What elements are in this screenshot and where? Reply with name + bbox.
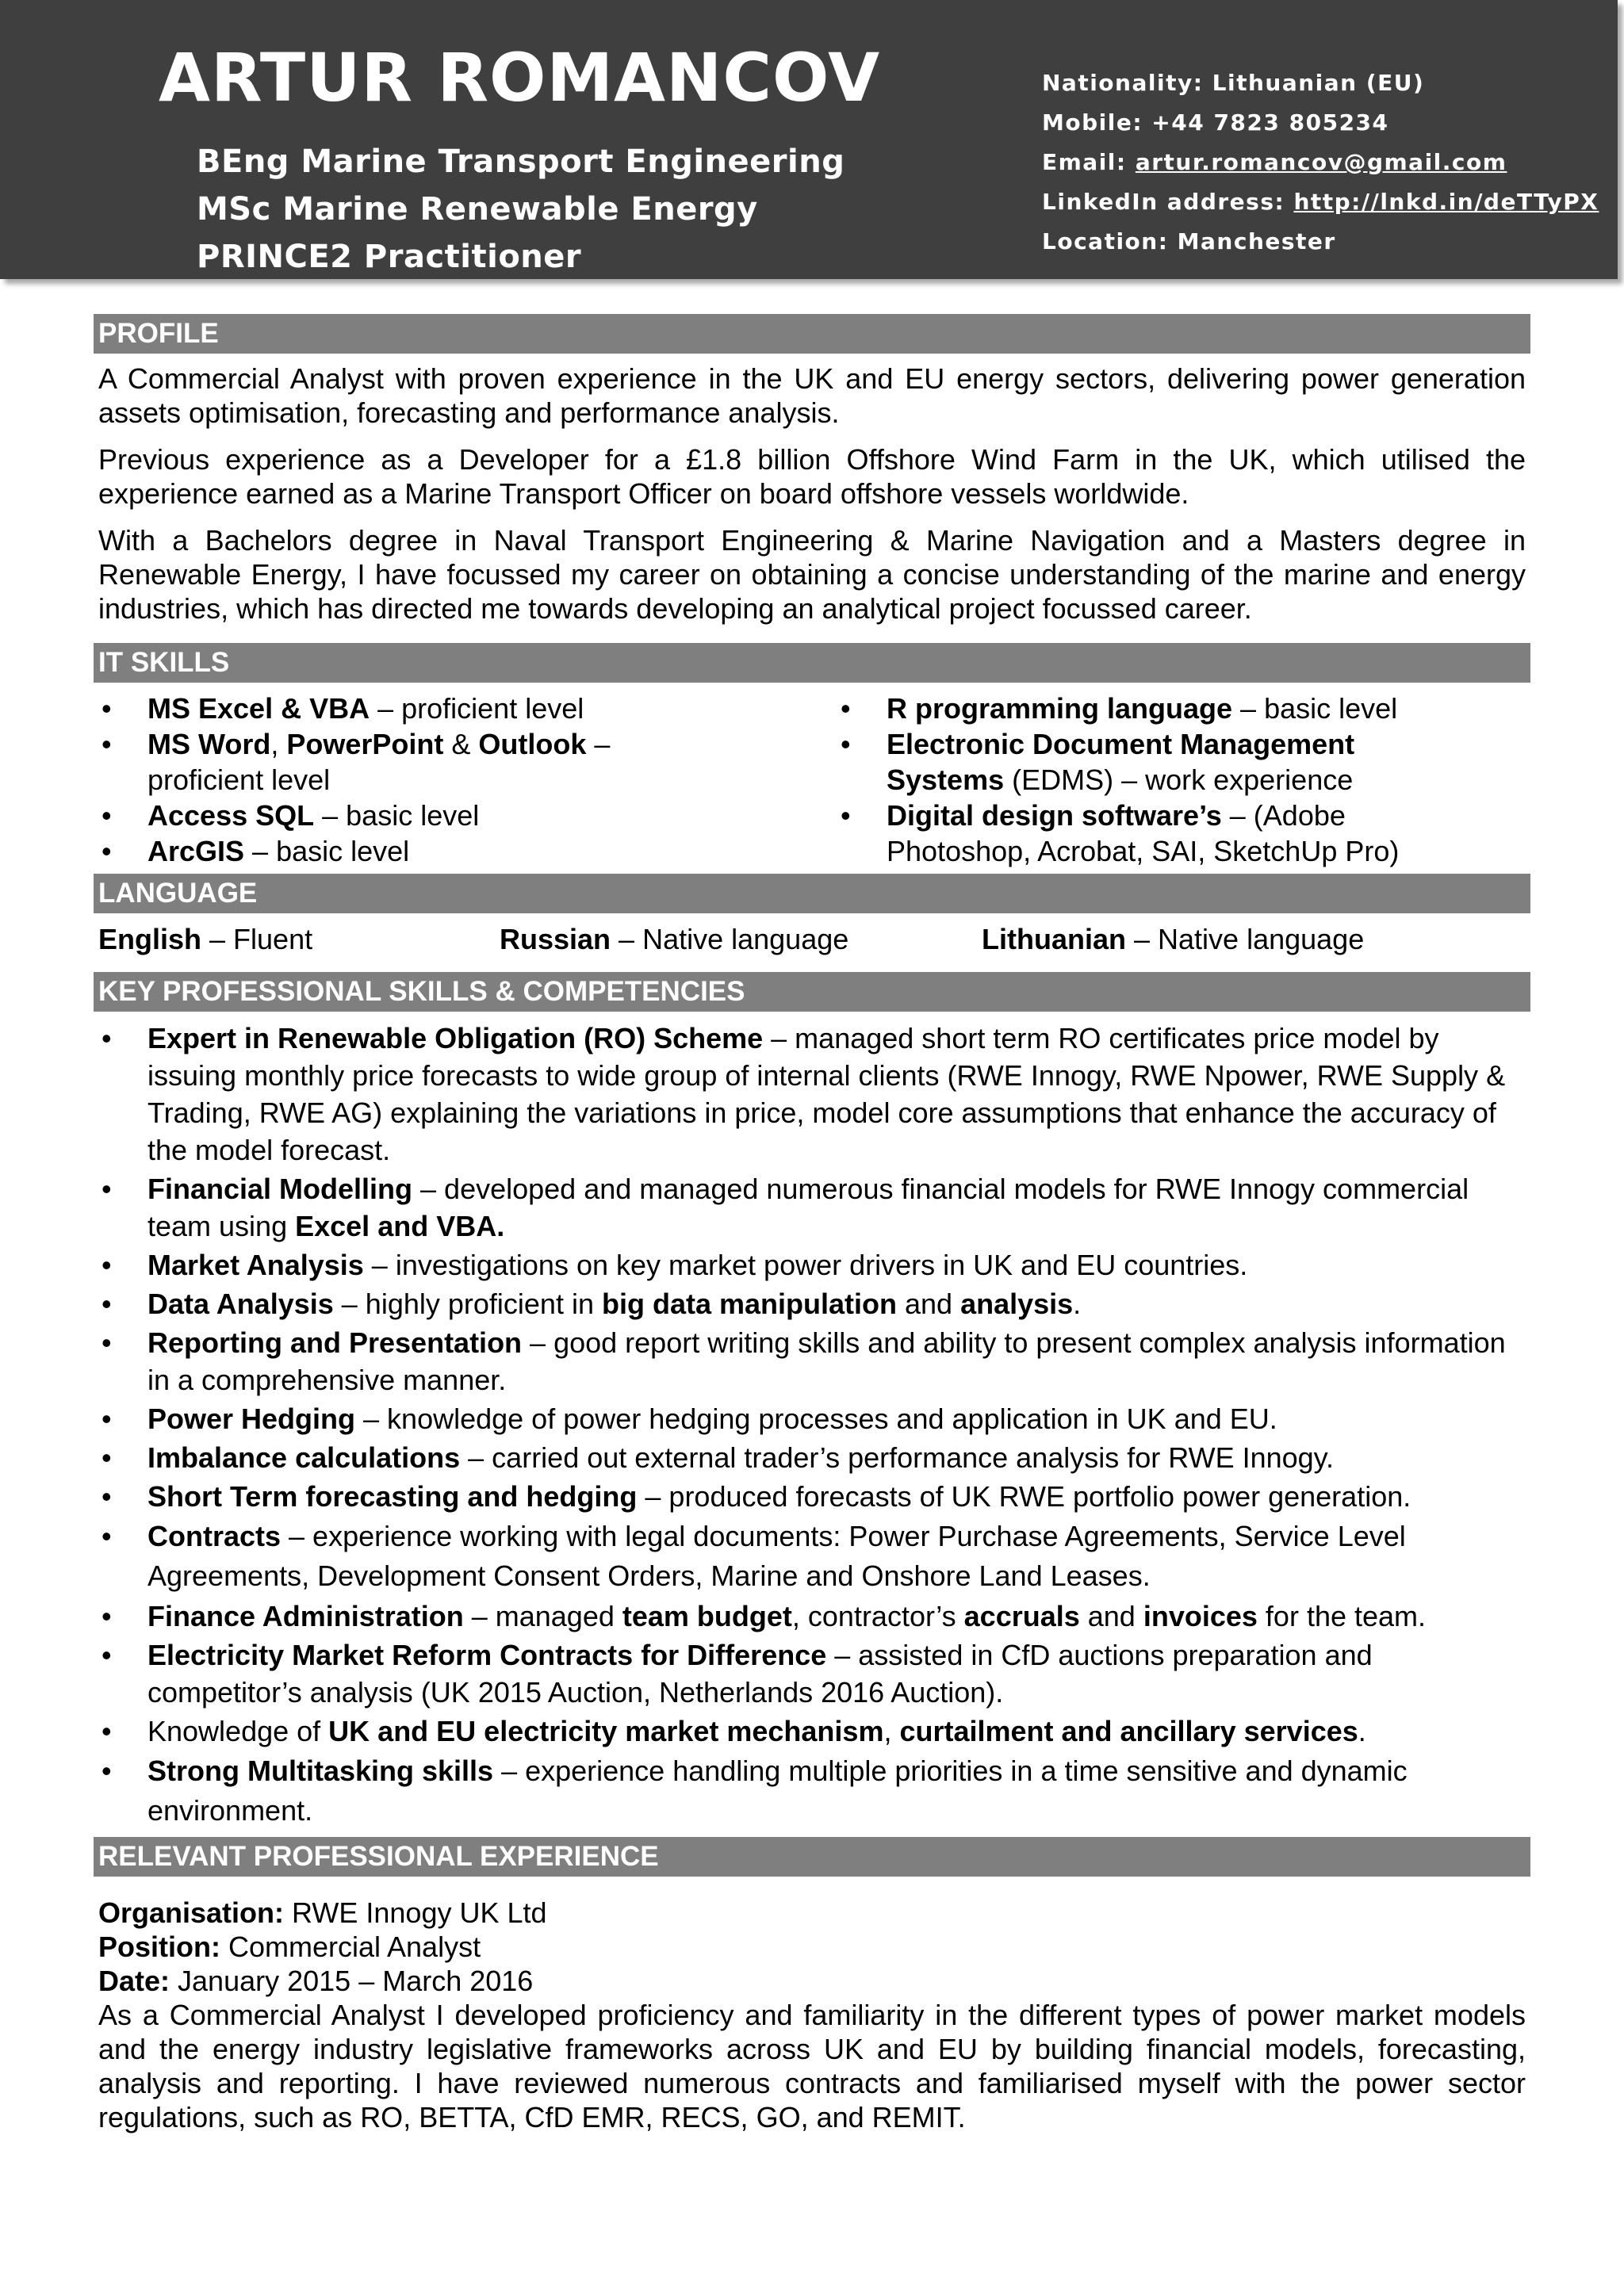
- list-item: • ArcGIS – basic level: [94, 833, 791, 869]
- list-item: • Digital design software’s – (Adobe Photoshop, Acrobat, SAI, SketchUp Pro): [833, 798, 1530, 869]
- header-banner: [0, 0, 1618, 279]
- list-item: • Electronic Document Management Systems (EDMS) – work experience: [833, 726, 1530, 798]
- list-item: • R programming language – basic level: [833, 691, 1530, 726]
- list-item: • Knowledge of UK and EU electricity market mechanism, curtailment and ancillary services.: [94, 1712, 1530, 1750]
- section-skills-heading: KEY PROFESSIONAL SKILLS & COMPETENCIES: [94, 972, 1530, 1012]
- location: Location: Manchester: [1042, 228, 1336, 254]
- qualification-prince2: PRINCE2 Practitioner: [197, 239, 582, 275]
- experience-position: Position: Commercial Analyst: [98, 1931, 481, 1963]
- language-lithuanian: Lithuanian – Native language: [982, 923, 1365, 955]
- list-item: • Market Analysis – investigations on key market power drivers in UK and EU countries.: [94, 1246, 1530, 1284]
- list-item: • MS Excel & VBA – proficient level: [94, 691, 791, 726]
- mobile: Mobile: +44 7823 805234: [1042, 109, 1389, 136]
- list-item: • Contracts – experience working with legal documents: Power Purchase Agreements, Service Level Agreements, Development Consent Orders, Marine and Onshore Land Leases.: [94, 1517, 1530, 1596]
- profile-paragraph: Previous experience as a Developer for a £1.8 billion Offshore Wind Farm in the UK, which utilised the experience earned as a Marine Transport Officer on board offshore vessels worldwide.: [98, 443, 1526, 510]
- list-item: • Short Term forecasting and hedging – produced forecasts of UK RWE portfolio power generation.: [94, 1478, 1530, 1515]
- section-it-skills-heading: IT SKILLS: [94, 643, 1530, 683]
- experience-date: Date: January 2015 – March 2016: [98, 1965, 534, 1997]
- language-russian: Russian – Native language: [500, 923, 849, 955]
- section-language-heading: LANGUAGE: [94, 874, 1530, 913]
- list-item: • MS Word, PowerPoint & Outlook – proficient level: [94, 726, 791, 798]
- list-item: • Imbalance calculations – carried out external trader’s performance analysis for RWE Innogy.: [94, 1439, 1530, 1476]
- list-item: • Strong Multitasking skills – experience handling multiple priorities in a time sensitive and dynamic environment.: [94, 1751, 1530, 1831]
- linkedin-link[interactable]: http://lnkd.in/deTTyPX: [1293, 189, 1599, 215]
- section-experience-heading: RELEVANT PROFESSIONAL EXPERIENCE: [94, 1837, 1530, 1877]
- email-line: [1042, 143, 1599, 182]
- experience-organisation: Organisation: RWE Innogy UK Ltd: [98, 1896, 547, 1929]
- list-item: • Electricity Market Reform Contracts for Difference – assisted in CfD auctions preparation and competitor’s analysis (UK 2015 Auction, Netherlands 2016 Auction).: [94, 1636, 1530, 1711]
- nationality: Nationality: Lithuanian (EU): [1042, 70, 1425, 96]
- it-skills-left-column: [94, 691, 791, 869]
- language-english: English – Fluent: [98, 923, 313, 955]
- list-item: • Access SQL – basic level: [94, 798, 791, 833]
- qualifications: [197, 138, 845, 281]
- list-item: • Financial Modelling – developed and managed numerous financial models for RWE Innogy commercial team using Excel and VBA.: [94, 1170, 1530, 1245]
- resume-body: [94, 314, 1530, 2147]
- contact-details: [1042, 63, 1599, 262]
- list-item: • Data Analysis – highly proficient in big data manipulation and analysis.: [94, 1285, 1530, 1322]
- list-item: • Power Hedging – knowledge of power hedging processes and application in UK and EU.: [94, 1400, 1530, 1437]
- experience-description: As a Commercial Analyst I developed proficiency and familiarity in the different types of power market models and the energy industry legislative frameworks across UK and EU by building financial models, forecasting, analysis and reporting. I have reviewed numerous contracts and familiarised myself with the power sector regulations, such as RO, BETTA, CfD EMR, RECS, GO, and REMIT.: [98, 1999, 1526, 2133]
- language-list: [94, 916, 1530, 962]
- it-skills-right-column: [791, 691, 1530, 869]
- linkedin-label: LinkedIn address:: [1042, 189, 1294, 215]
- email-label: Email:: [1042, 149, 1136, 175]
- email-link[interactable]: artur.romancov@gmail.com: [1135, 149, 1507, 175]
- linkedin-line: [1042, 182, 1599, 222]
- it-skills-list: [94, 691, 1530, 869]
- profile-paragraph: With a Bachelors degree in Naval Transport Engineering & Marine Navigation and a Masters degree in Renewable Energy, I have focussed my career on obtaining a concise understanding of the marine and energy industries, which has directed me towards developing an analytical project focussed career.: [98, 524, 1526, 625]
- section-profile-heading: PROFILE: [94, 314, 1530, 354]
- list-item: • Reporting and Presentation – good report writing skills and ability to present complex analysis information in a comprehensive manner.: [94, 1324, 1530, 1399]
- profile-paragraph: A Commercial Analyst with proven experience in the UK and EU energy sectors, delivering power generation assets optimisation, forecasting and performance analysis.: [98, 362, 1526, 429]
- skills-list: [94, 1020, 1530, 1831]
- candidate-name: ARTUR ROMANCOV: [159, 39, 881, 117]
- list-item: • Finance Administration – managed team budget, contractor’s accruals and invoices for the team.: [94, 1598, 1530, 1635]
- qualification-beng: BEng Marine Transport Engineering: [197, 144, 845, 180]
- qualification-msc: MSc Marine Renewable Energy: [197, 191, 758, 228]
- list-item: • Expert in Renewable Obligation (RO) Scheme – managed short term RO certificates price model by issuing monthly price forecasts to wide group of internal clients (RWE Innogy, RWE Npower, RWE Supply & Trading, RWE AG) explaining the variations in price, model core assumptions that enhance the accuracy of the model forecast.: [94, 1020, 1530, 1169]
